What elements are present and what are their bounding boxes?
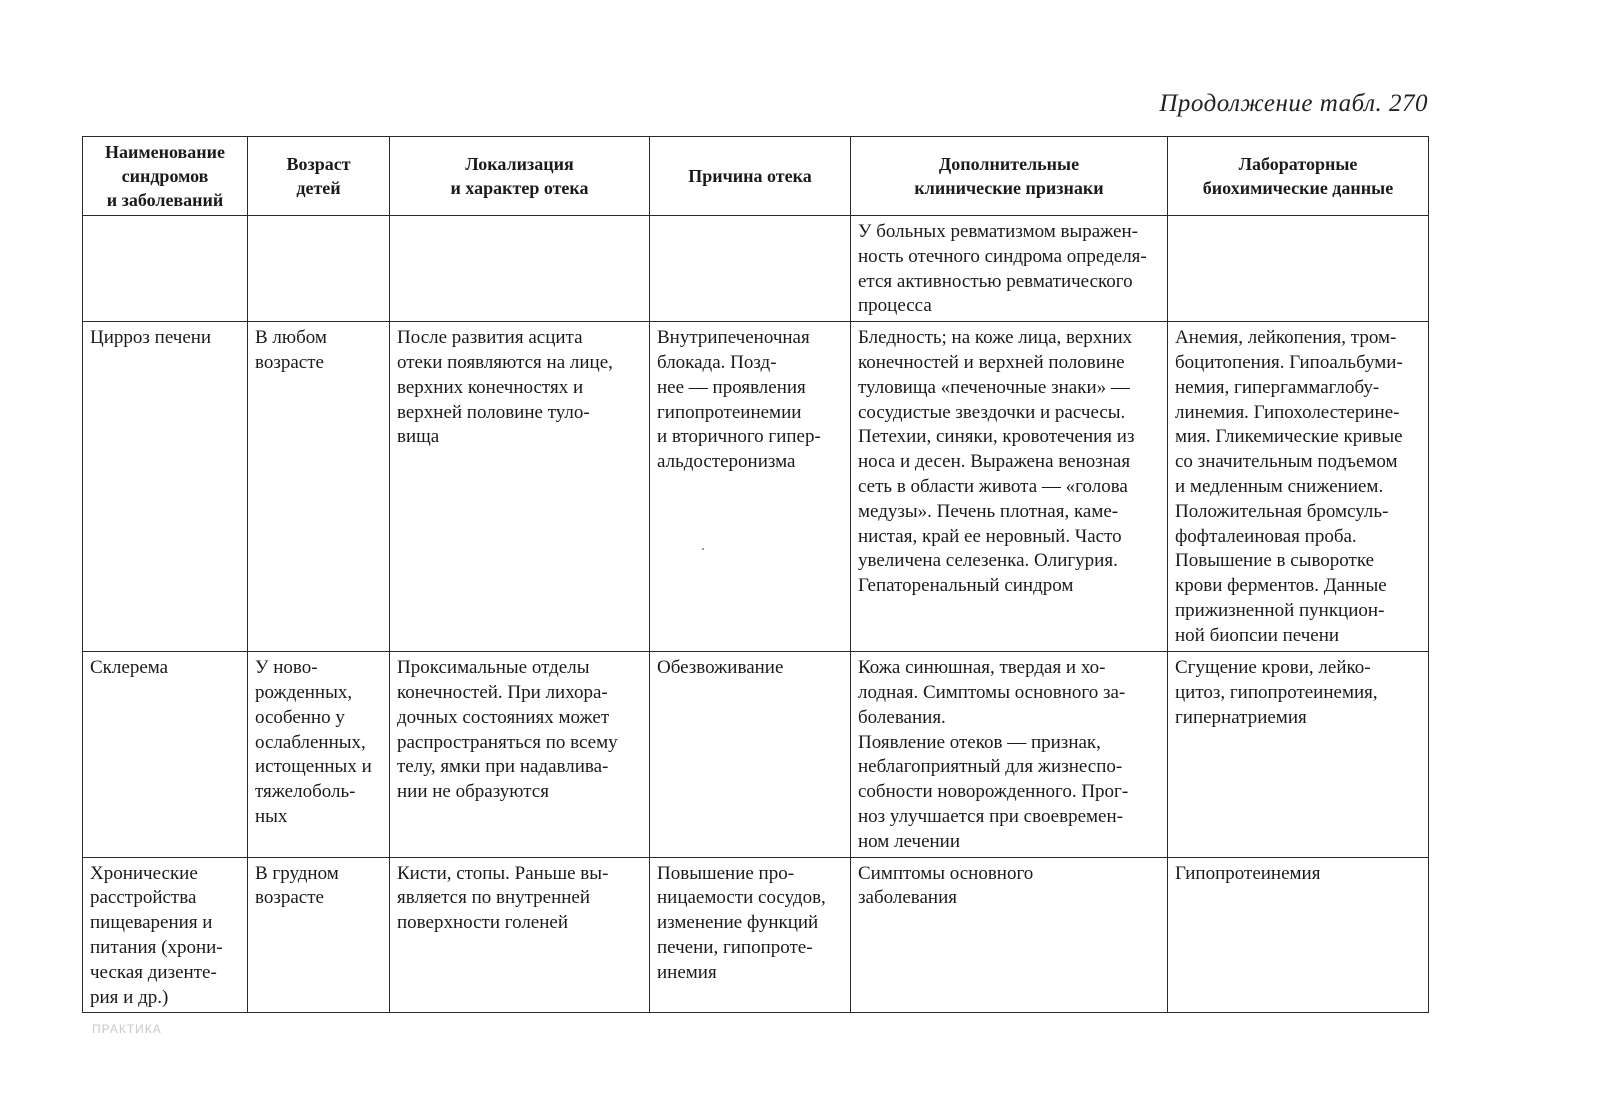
cell-line: немия, гипергаммаглобу-	[1175, 376, 1380, 398]
cell-line: болевания.	[858, 706, 946, 728]
header-line: синдромов	[121, 166, 209, 186]
header-syndrome-name	[83, 137, 248, 216]
cell-line: верхних конечностях и	[397, 376, 584, 398]
cell-line: со значительным подъемом	[1175, 451, 1398, 473]
header-lab-data	[1168, 137, 1429, 216]
cell-line: сосудистые звездочки и расчесы.	[858, 401, 1126, 423]
header-line: детей	[296, 178, 341, 198]
cell-line: Повышение про-	[657, 862, 795, 884]
cell-age	[248, 216, 390, 322]
cell-line: ческая дизенте-	[90, 961, 217, 983]
cell-line: блокада. Позд-	[657, 351, 777, 373]
cell-clinical-signs	[851, 322, 1168, 652]
cell-line: туловища «печеночные знаки» —	[858, 376, 1130, 398]
cell-line: конечностей и верхней половине	[858, 351, 1125, 373]
cell-line: собности новорожденного. Прог-	[858, 781, 1129, 803]
cell-line: Появление отеков — признак,	[858, 731, 1101, 753]
cell-syndrome-name	[83, 652, 248, 857]
faint-footer-mark: ПРАКТИКА	[92, 1022, 162, 1036]
cell-line: боцитопения. Гипоальбуми-	[1175, 351, 1403, 373]
cell-line: тяжелоболь-	[255, 781, 356, 803]
cell-cause	[650, 652, 851, 857]
cell-line: В любом	[255, 327, 327, 349]
cell-line: инемия	[657, 961, 717, 983]
header-line: Локализация	[465, 154, 574, 174]
cell-line: возрасте	[255, 351, 324, 373]
header-age	[248, 137, 390, 216]
cell-line: вища	[397, 426, 440, 448]
cell-line: В грудном	[255, 862, 339, 884]
header-line: Дополнительные	[938, 154, 1080, 174]
cell-line: и медленным снижением.	[1175, 475, 1384, 497]
table-caption: Продолжение табл. 270	[1159, 90, 1428, 117]
cell-line: верхней половине туло-	[397, 401, 590, 423]
cell-line: Кисти, стопы. Раньше вы-	[397, 862, 609, 884]
cell-line: Цирроз печени	[90, 327, 212, 349]
cell-line: рия и др.)	[90, 986, 169, 1008]
header-line: Причина отека	[688, 166, 812, 186]
cell-line: расстройства	[90, 887, 197, 909]
cell-line: У ново-	[255, 657, 318, 679]
cell-line: конечностей. При лихора-	[397, 681, 608, 703]
header-line: клинические признаки	[914, 178, 1104, 198]
table-row	[83, 322, 1429, 652]
cell-localization	[390, 322, 650, 652]
edema-syndromes-table	[82, 136, 1429, 1013]
header-cause	[650, 137, 851, 216]
cell-line: и вторичного гипер-	[657, 426, 821, 448]
cell-line: Гепаторенальный синдром	[858, 575, 1074, 597]
cell-lab-data	[1168, 216, 1429, 322]
cell-line: сеть в области живота — «голова	[858, 475, 1128, 497]
cell-line: ной биопсии печени	[1175, 624, 1340, 646]
cell-line: является по внутренней	[397, 887, 591, 909]
cell-line: Анемия, лейкопения, тром-	[1175, 327, 1397, 349]
cell-clinical-signs	[851, 652, 1168, 857]
cell-line: ноз улучшается при своевремен-	[858, 805, 1123, 827]
cell-line: гипопротеинемии	[657, 401, 802, 423]
cell-line: увеличена селезенка. Олигурия.	[858, 550, 1118, 572]
cell-line: возрасте	[255, 887, 324, 909]
scan-speck	[702, 548, 704, 550]
table-header-row	[83, 137, 1429, 216]
cell-localization	[390, 216, 650, 322]
cell-line: поверхности голеней	[397, 912, 569, 934]
cell-line: Петехии, синяки, кровотечения из	[858, 426, 1135, 448]
cell-line: Повышение в сыворотке	[1175, 550, 1375, 572]
cell-line: распространяться по всему	[397, 731, 618, 753]
cell-clinical-signs	[851, 857, 1168, 1013]
cell-line: гипернатриемия	[1175, 706, 1307, 728]
cell-line: Сгущение крови, лейко-	[1175, 657, 1371, 679]
cell-line: изменение функций	[657, 912, 819, 934]
cell-line: лодная. Симптомы основного за-	[858, 681, 1126, 703]
cell-line: дочных состояниях может	[397, 706, 610, 728]
cell-line: Склерема	[90, 657, 169, 679]
cell-line: рожденных,	[255, 681, 353, 703]
cell-line: питания (хрони-	[90, 936, 223, 958]
cell-syndrome-name	[83, 857, 248, 1013]
cell-line: Бледность; на коже лица, верхних	[858, 327, 1133, 349]
cell-line: Гипопротеинемия	[1175, 862, 1321, 884]
cell-localization	[390, 857, 650, 1013]
cell-clinical-signs	[851, 216, 1168, 322]
header-line: и характер отека	[450, 178, 589, 198]
cell-line: неблагоприятный для жизнеспо-	[858, 756, 1123, 778]
cell-syndrome-name	[83, 216, 248, 322]
cell-age	[248, 322, 390, 652]
cell-line: ном лечении	[858, 830, 961, 852]
header-localization	[390, 137, 650, 216]
header-line: Возраст	[286, 154, 351, 174]
cell-line: пищеварения и	[90, 912, 213, 934]
cell-line: нии не образуются	[397, 781, 549, 803]
cell-lab-data	[1168, 857, 1429, 1013]
header-line: биохимические данные	[1202, 178, 1394, 198]
cell-line: Симптомы основного	[858, 862, 1034, 884]
cell-line: цитоз, гипопротеинемия,	[1175, 681, 1378, 703]
header-line: и заболеваний	[106, 190, 224, 210]
cell-line: нистая, край ее неровный. Часто	[858, 525, 1122, 547]
cell-line: линемия. Гипохолестерине-	[1175, 401, 1400, 423]
cell-line: нее — проявления	[657, 376, 806, 398]
cell-syndrome-name	[83, 322, 248, 652]
cell-cause	[650, 857, 851, 1013]
cell-cause	[650, 216, 851, 322]
cell-line: Положительная бромсуль-	[1175, 500, 1389, 522]
cell-line: альдостеронизма	[657, 451, 796, 473]
cell-line: медузы». Печень плотная, каме-	[858, 500, 1119, 522]
cell-line: ность отечного синдрома определя-	[858, 245, 1147, 267]
cell-line: ных	[255, 805, 288, 827]
cell-line: процесса	[858, 295, 932, 317]
cell-lab-data	[1168, 652, 1429, 857]
cell-line: носа и десен. Выражена венозная	[858, 451, 1131, 473]
cell-line: мия. Гликемические кривые	[1175, 426, 1403, 448]
cell-cause	[650, 322, 851, 652]
cell-localization	[390, 652, 650, 857]
header-line: Наименование	[105, 142, 225, 162]
cell-line: ослабленных,	[255, 731, 366, 753]
cell-line: истощенных и	[255, 756, 372, 778]
cell-line: Обезвоживание	[657, 657, 784, 679]
cell-line: Кожа синюшная, твердая и хо-	[858, 657, 1106, 679]
cell-line: фофталеиновая проба.	[1175, 525, 1357, 547]
cell-line: Внутрипеченочная	[657, 327, 810, 349]
header-clinical-signs	[851, 137, 1168, 216]
table-row	[83, 857, 1429, 1013]
cell-line: ницаемости сосудов,	[657, 887, 826, 909]
cell-line: Хронические	[90, 862, 198, 884]
table-row	[83, 652, 1429, 857]
table-row	[83, 216, 1429, 322]
cell-line: телу, ямки при надавлива-	[397, 756, 609, 778]
cell-age	[248, 857, 390, 1013]
table-body	[83, 216, 1429, 1013]
cell-line: Проксимальные отделы	[397, 657, 590, 679]
cell-line: особенно у	[255, 706, 345, 728]
cell-line: заболевания	[858, 887, 957, 909]
cell-line: отеки появляются на лице,	[397, 351, 613, 373]
cell-line: У больных ревматизмом выражен-	[858, 221, 1138, 242]
cell-age	[248, 652, 390, 857]
cell-line: печени, гипопроте-	[657, 936, 813, 958]
cell-line: прижизненной пункцион-	[1175, 599, 1385, 621]
cell-line: крови ферментов. Данные	[1175, 575, 1387, 597]
cell-line: После развития асцита	[397, 327, 583, 349]
cell-line: ется активностью ревматического	[858, 270, 1133, 292]
cell-lab-data	[1168, 322, 1429, 652]
header-line: Лабораторные	[1238, 154, 1358, 174]
